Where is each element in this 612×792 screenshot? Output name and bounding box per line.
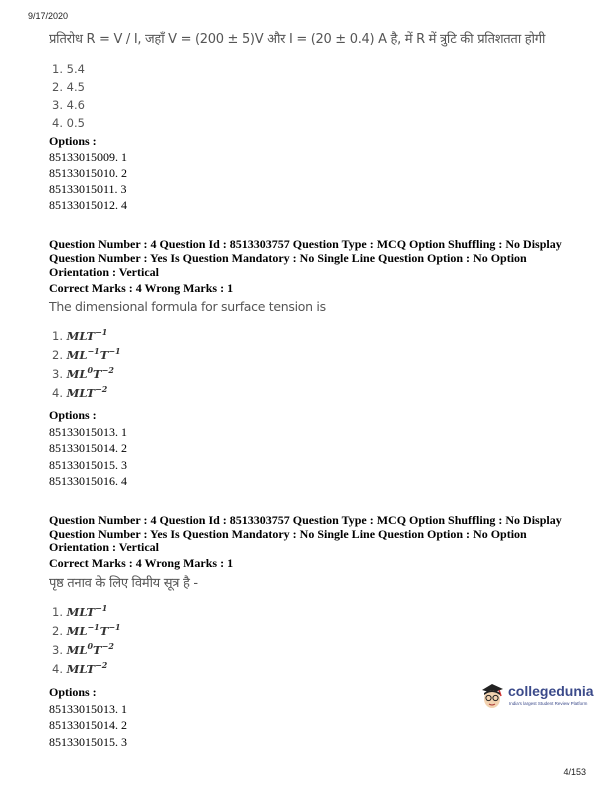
choice-number: 3. [52,366,63,381]
choice-number: 4. [52,661,63,676]
choice-4: 4. 0.5 [52,116,85,130]
formula: $MLT^{-1}$ [66,603,108,619]
choice-number: 1. [52,604,63,619]
question-meta: Question Number : Yes Is Question Mandatory : No Single Line Question Option : No Option [49,251,527,265]
choice-number: 2. [52,347,63,362]
question-meta: Question Number : 4 Question Id : 8513303757 Question Type : MCQ Option Shuffling : No Display [49,513,562,527]
choice-2: 2. 4.5 [52,80,85,94]
collegedunia-watermark [480,680,600,716]
choice-3: 3. 4.6 [52,98,85,112]
option-id: 85133015011. 3 [49,182,127,196]
choice-2 [52,622,121,638]
formula: $ML^0T^{-2}$ [66,641,114,657]
choice-2 [52,346,121,362]
question-text-hindi-2: पृष्ठ तनाव के लिए विमीय सूत्र है - [49,576,198,591]
choice-3 [52,641,114,657]
page-number: 4/153 [563,767,586,777]
choice-1: 1. 5.4 [52,62,85,76]
marks: Correct Marks : 4 Wrong Marks : 1 [49,556,234,570]
options-label: Options : [49,408,97,422]
choice-1 [52,327,107,343]
formula: $MLT^{-2}$ [66,660,108,676]
option-id: 85133015009. 1 [49,150,127,164]
option-id: 85133015014. 2 [49,718,127,732]
choice-number: 4. [52,385,63,400]
formula: $ML^{-1}T^{-1}$ [66,622,121,638]
formula: $ML^{-1}T^{-1}$ [66,346,121,362]
question-text-hindi-1: प्रतिरोध R = V / I, जहाँ V = (200 ± 5)V और I = (20 ± 0.4) A है, में R में त्रुटि की प्रतिशतता होगी [49,32,546,47]
option-id: 85133015015. 3 [49,735,127,749]
formula: $ML^0T^{-2}$ [66,365,114,381]
marks: Correct Marks : 4 Wrong Marks : 1 [49,281,234,295]
option-id: 85133015013. 1 [49,425,127,439]
question-meta: Question Number : Yes Is Question Mandatory : No Single Line Question Option : No Option [49,527,527,541]
choice-number: 3. [52,642,63,657]
print-date: 9/17/2020 [28,11,69,21]
choice-4 [52,384,107,400]
option-id: 85133015013. 1 [49,702,127,716]
choice-number: 1. [52,328,63,343]
choice-number: 2. [52,623,63,638]
option-id: 85133015016. 4 [49,474,127,488]
choice-3 [52,365,114,381]
choice-1 [52,603,107,619]
choice-4 [52,660,107,676]
options-label: Options : [49,134,97,148]
question-text-english: The dimensional formula for surface tension is [49,299,326,314]
option-id: 85133015010. 2 [49,166,127,180]
options-label: Options : [49,685,97,699]
question-meta: Orientation : Vertical [49,265,159,279]
formula: $MLT^{-2}$ [66,384,108,400]
option-id: 85133015015. 3 [49,458,127,472]
mascot-icon [480,682,504,710]
option-id: 85133015012. 4 [49,198,127,212]
question-meta: Orientation : Vertical [49,540,159,554]
option-id: 85133015014. 2 [49,441,127,455]
question-meta: Question Number : 4 Question Id : 8513303757 Question Type : MCQ Option Shuffling : No Display [49,237,562,251]
formula: $MLT^{-1}$ [66,327,108,343]
brand-name: collegedunia [508,683,594,699]
brand-tagline: India's largest Student Review Platform [509,701,588,706]
